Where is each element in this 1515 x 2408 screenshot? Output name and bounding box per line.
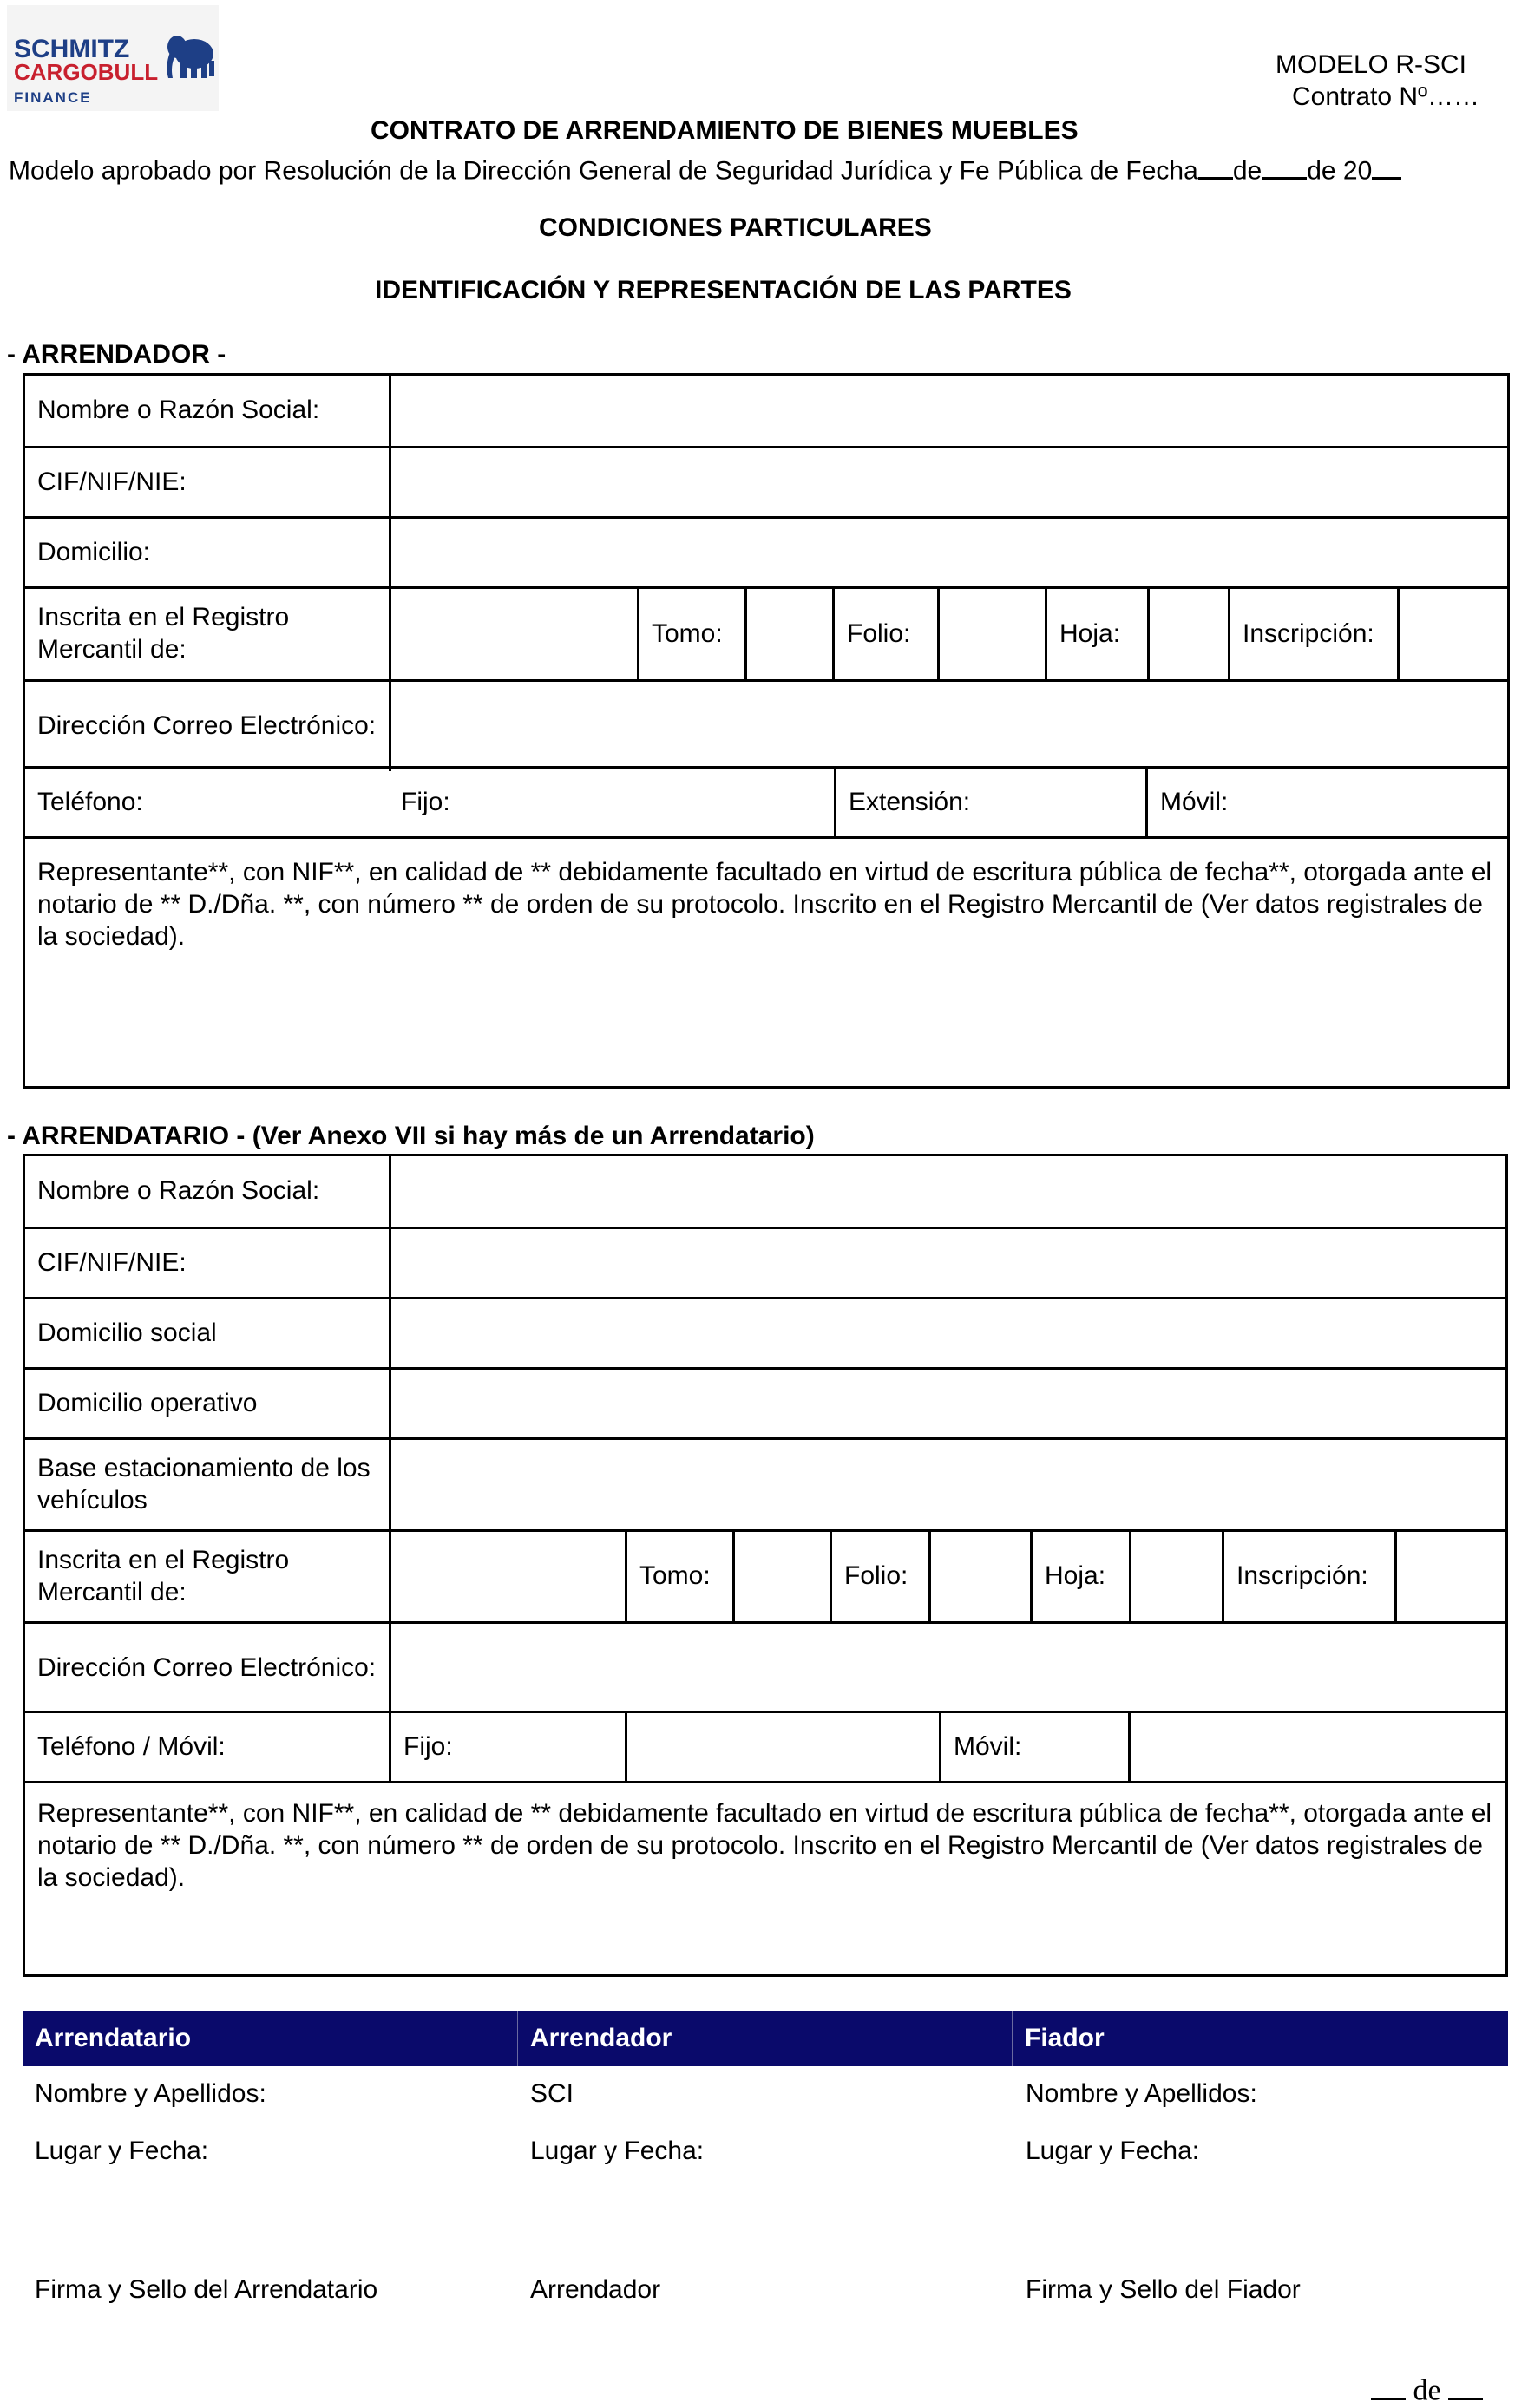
arrendador-inscripcion-label: Inscripción:: [1228, 589, 1397, 679]
arrendatario-tomo-field[interactable]: [732, 1532, 830, 1621]
arrendatario-tomo-label: Tomo:: [625, 1532, 732, 1621]
arrendador-telefono-row: [25, 769, 1507, 836]
arrendatario-registro-label: Inscrita en el Registro Mercantil de:: [37, 1545, 290, 1606]
page-total-blank: [1448, 2366, 1483, 2400]
arrendador-sci-label: SCI: [530, 2079, 574, 2108]
arrendador-movil-label: Móvil:: [1145, 769, 1507, 836]
signature-header-fiador: Fiador: [1012, 2011, 1508, 2066]
arrendatario-domicilio-social-field[interactable]: [389, 1299, 1505, 1367]
arrendador-email-field[interactable]: [389, 682, 1507, 771]
arrendatario-fijo-label: Fijo:: [389, 1713, 625, 1781]
arrendador-representante-text: Representante**, con NIF**, en calidad de ** debidamente facultado en virtud de escritura pública de fecha**, otorgada ante el notario de ** D./Dña. **, con número ** de orden de su protocolo. Inscrito en el Registro Mercantil de (Ver datos registrales de la sociedad).: [37, 858, 1492, 951]
arrendatario-representante-text: Representante**, con NIF**, en calidad de ** debidamente facultado en virtud de escritura pública de fecha**, otorgada ante el notario de ** D./Dña. **, con número ** de orden de su protocolo. Inscrito en el Registro Mercantil de (Ver datos registrales de la sociedad).: [37, 1799, 1492, 1892]
arrendador-folio-field[interactable]: [937, 589, 1045, 679]
logo-line1: SCHMITZ: [14, 35, 130, 63]
arrendatario-lugar-label: Lugar y Fecha:: [35, 2136, 209, 2165]
arrendatario-name-label: Nombre o Razón Social:: [37, 1176, 320, 1206]
arrendador-hoja-label: Hoja:: [1045, 589, 1147, 679]
arrendatario-email-field[interactable]: [389, 1624, 1505, 1713]
page-de: de: [1413, 2374, 1441, 2407]
arrendatario-movil-field[interactable]: [1128, 1713, 1505, 1781]
arrendador-fijo-label: Fijo:: [401, 787, 450, 816]
arrendatario-representante-box[interactable]: [23, 1781, 1508, 1977]
arrendatario-firma-label: Firma y Sello del Arrendatario: [35, 2275, 378, 2304]
arrendatario-domicilio-social-row: [25, 1297, 1505, 1367]
arrendador-telefono-table: [23, 766, 1510, 839]
arrendatario-folio-field[interactable]: [928, 1532, 1030, 1621]
arrendador-domicilio-label: Domicilio:: [37, 537, 151, 566]
section-title: CONDICIONES PARTICULARES: [539, 213, 932, 242]
arrendatario-domicilio-social-label: Domicilio social: [37, 1318, 217, 1347]
arrendatario-name-field[interactable]: [389, 1156, 1505, 1227]
arrendador-registro-field[interactable]: [389, 589, 637, 679]
company-logo: [7, 5, 219, 111]
fiador-lugar-label: Lugar y Fecha:: [1026, 2136, 1200, 2165]
arrendador-name-row: [25, 376, 1507, 446]
approval-day-blank[interactable]: [1198, 149, 1233, 180]
approval-month-blank[interactable]: [1262, 149, 1307, 180]
arrendador-heading: - ARRENDADOR -: [7, 340, 226, 369]
arrendador-folio-label: Folio:: [832, 589, 937, 679]
arrendador-lugar-label: Lugar y Fecha:: [530, 2136, 705, 2165]
fiador-nombre-label: Nombre y Apellidos:: [1026, 2079, 1257, 2108]
arrendador-firma-label: Arrendador: [530, 2275, 661, 2304]
fiador-firma-label: Firma y Sello del Fiador: [1026, 2275, 1301, 2304]
arrendatario-cif-field[interactable]: [389, 1229, 1505, 1297]
arrendador-email-row: [25, 679, 1507, 771]
arrendatario-inscripcion-label: Inscripción:: [1222, 1532, 1394, 1621]
arrendatario-telefono-table: [23, 1711, 1508, 1783]
subsection-title: IDENTIFICACIÓN Y REPRESENTACIÓN DE LAS PARTES: [375, 276, 1072, 304]
page-number: [1371, 2366, 1483, 2408]
arrendatario-nombre-label: Nombre y Apellidos:: [35, 2079, 266, 2108]
arrendador-extension-label: Extensión:: [834, 769, 1145, 836]
arrendador-table: [23, 373, 1510, 769]
arrendador-tomo-field[interactable]: [744, 589, 832, 679]
arrendatario-domicilio-operativo-row: [25, 1367, 1505, 1437]
arrendatario-base-row: [25, 1437, 1505, 1529]
approval-line: [9, 149, 1401, 186]
approval-de2: de 20: [1307, 156, 1373, 186]
arrendatario-fijo-field[interactable]: [625, 1713, 939, 1781]
model-code: MODELO R-SCI: [1276, 50, 1467, 79]
arrendatario-domicilio-operativo-field[interactable]: [389, 1370, 1505, 1437]
arrendador-cif-label: CIF/NIF/NIE:: [37, 467, 187, 496]
approval-text: Modelo aprobado por Resolución de la Dirección General de Seguridad Jurídica y Fe Pública de Fecha: [9, 156, 1198, 186]
document-title: CONTRATO DE ARRENDAMIENTO DE BIENES MUEBLES: [371, 116, 1079, 145]
arrendatario-name-row: [25, 1156, 1505, 1227]
logo-line2: CARGOBULL: [14, 59, 159, 85]
arrendador-hoja-field[interactable]: [1147, 589, 1228, 679]
arrendatario-base-label: Base estacionamiento de los vehículos: [37, 1453, 371, 1515]
arrendatario-hoja-label: Hoja:: [1030, 1532, 1129, 1621]
arrendador-tomo-label: Tomo:: [637, 589, 744, 679]
arrendatario-telefono-label: Teléfono / Móvil:: [37, 1731, 226, 1761]
arrendatario-heading: - ARRENDATARIO - (Ver Anexo VII si hay más de un Arrendatario): [7, 1122, 815, 1150]
arrendatario-cif-row: [25, 1227, 1505, 1297]
arrendador-inscripcion-field[interactable]: [1397, 589, 1507, 679]
arrendador-registro-label: Inscrita en el Registro Mercantil de:: [37, 603, 290, 664]
arrendador-telefono-label: Teléfono:: [37, 787, 143, 816]
arrendatario-registro-field[interactable]: [389, 1532, 625, 1621]
approval-year-blank[interactable]: [1372, 149, 1401, 180]
arrendador-cif-field[interactable]: [389, 448, 1507, 516]
arrendatario-telefono-row: [25, 1713, 1505, 1781]
arrendador-domicilio-row: [25, 516, 1507, 586]
arrendatario-email-row: [25, 1621, 1505, 1713]
contract-number: Contrato Nº……: [1292, 82, 1480, 111]
signature-header-arrendador: Arrendador: [517, 2011, 1012, 2066]
arrendatario-base-field[interactable]: [389, 1440, 1505, 1529]
arrendador-cif-row: [25, 446, 1507, 516]
arrendatario-email-label: Dirección Correo Electrónico:: [37, 1653, 377, 1683]
arrendatario-cif-label: CIF/NIF/NIE:: [37, 1247, 187, 1277]
signature-header-arrendatario: Arrendatario: [35, 2024, 192, 2052]
arrendador-representante-box[interactable]: [23, 836, 1510, 1089]
logo-line3: FINANCE: [14, 89, 92, 106]
arrendatario-movil-label: Móvil:: [939, 1713, 1128, 1781]
arrendatario-inscripcion-field[interactable]: [1394, 1532, 1505, 1621]
arrendatario-hoja-field[interactable]: [1129, 1532, 1222, 1621]
arrendatario-registro-row: [25, 1529, 1505, 1621]
arrendatario-table: [23, 1154, 1508, 1713]
arrendatario-domicilio-operativo-label: Domicilio operativo: [37, 1388, 258, 1417]
arrendatario-folio-label: Folio:: [830, 1532, 928, 1621]
arrendador-registro-row: [25, 586, 1507, 679]
arrendador-email-label: Dirección Correo Electrónico:: [37, 711, 377, 741]
arrendador-name-field[interactable]: [389, 376, 1507, 446]
approval-de1: de: [1232, 156, 1262, 186]
arrendador-name-label: Nombre o Razón Social:: [37, 396, 320, 425]
page-current-blank: [1371, 2366, 1406, 2400]
signature-header-bar: [23, 2011, 1508, 2066]
arrendador-domicilio-field[interactable]: [389, 519, 1507, 586]
